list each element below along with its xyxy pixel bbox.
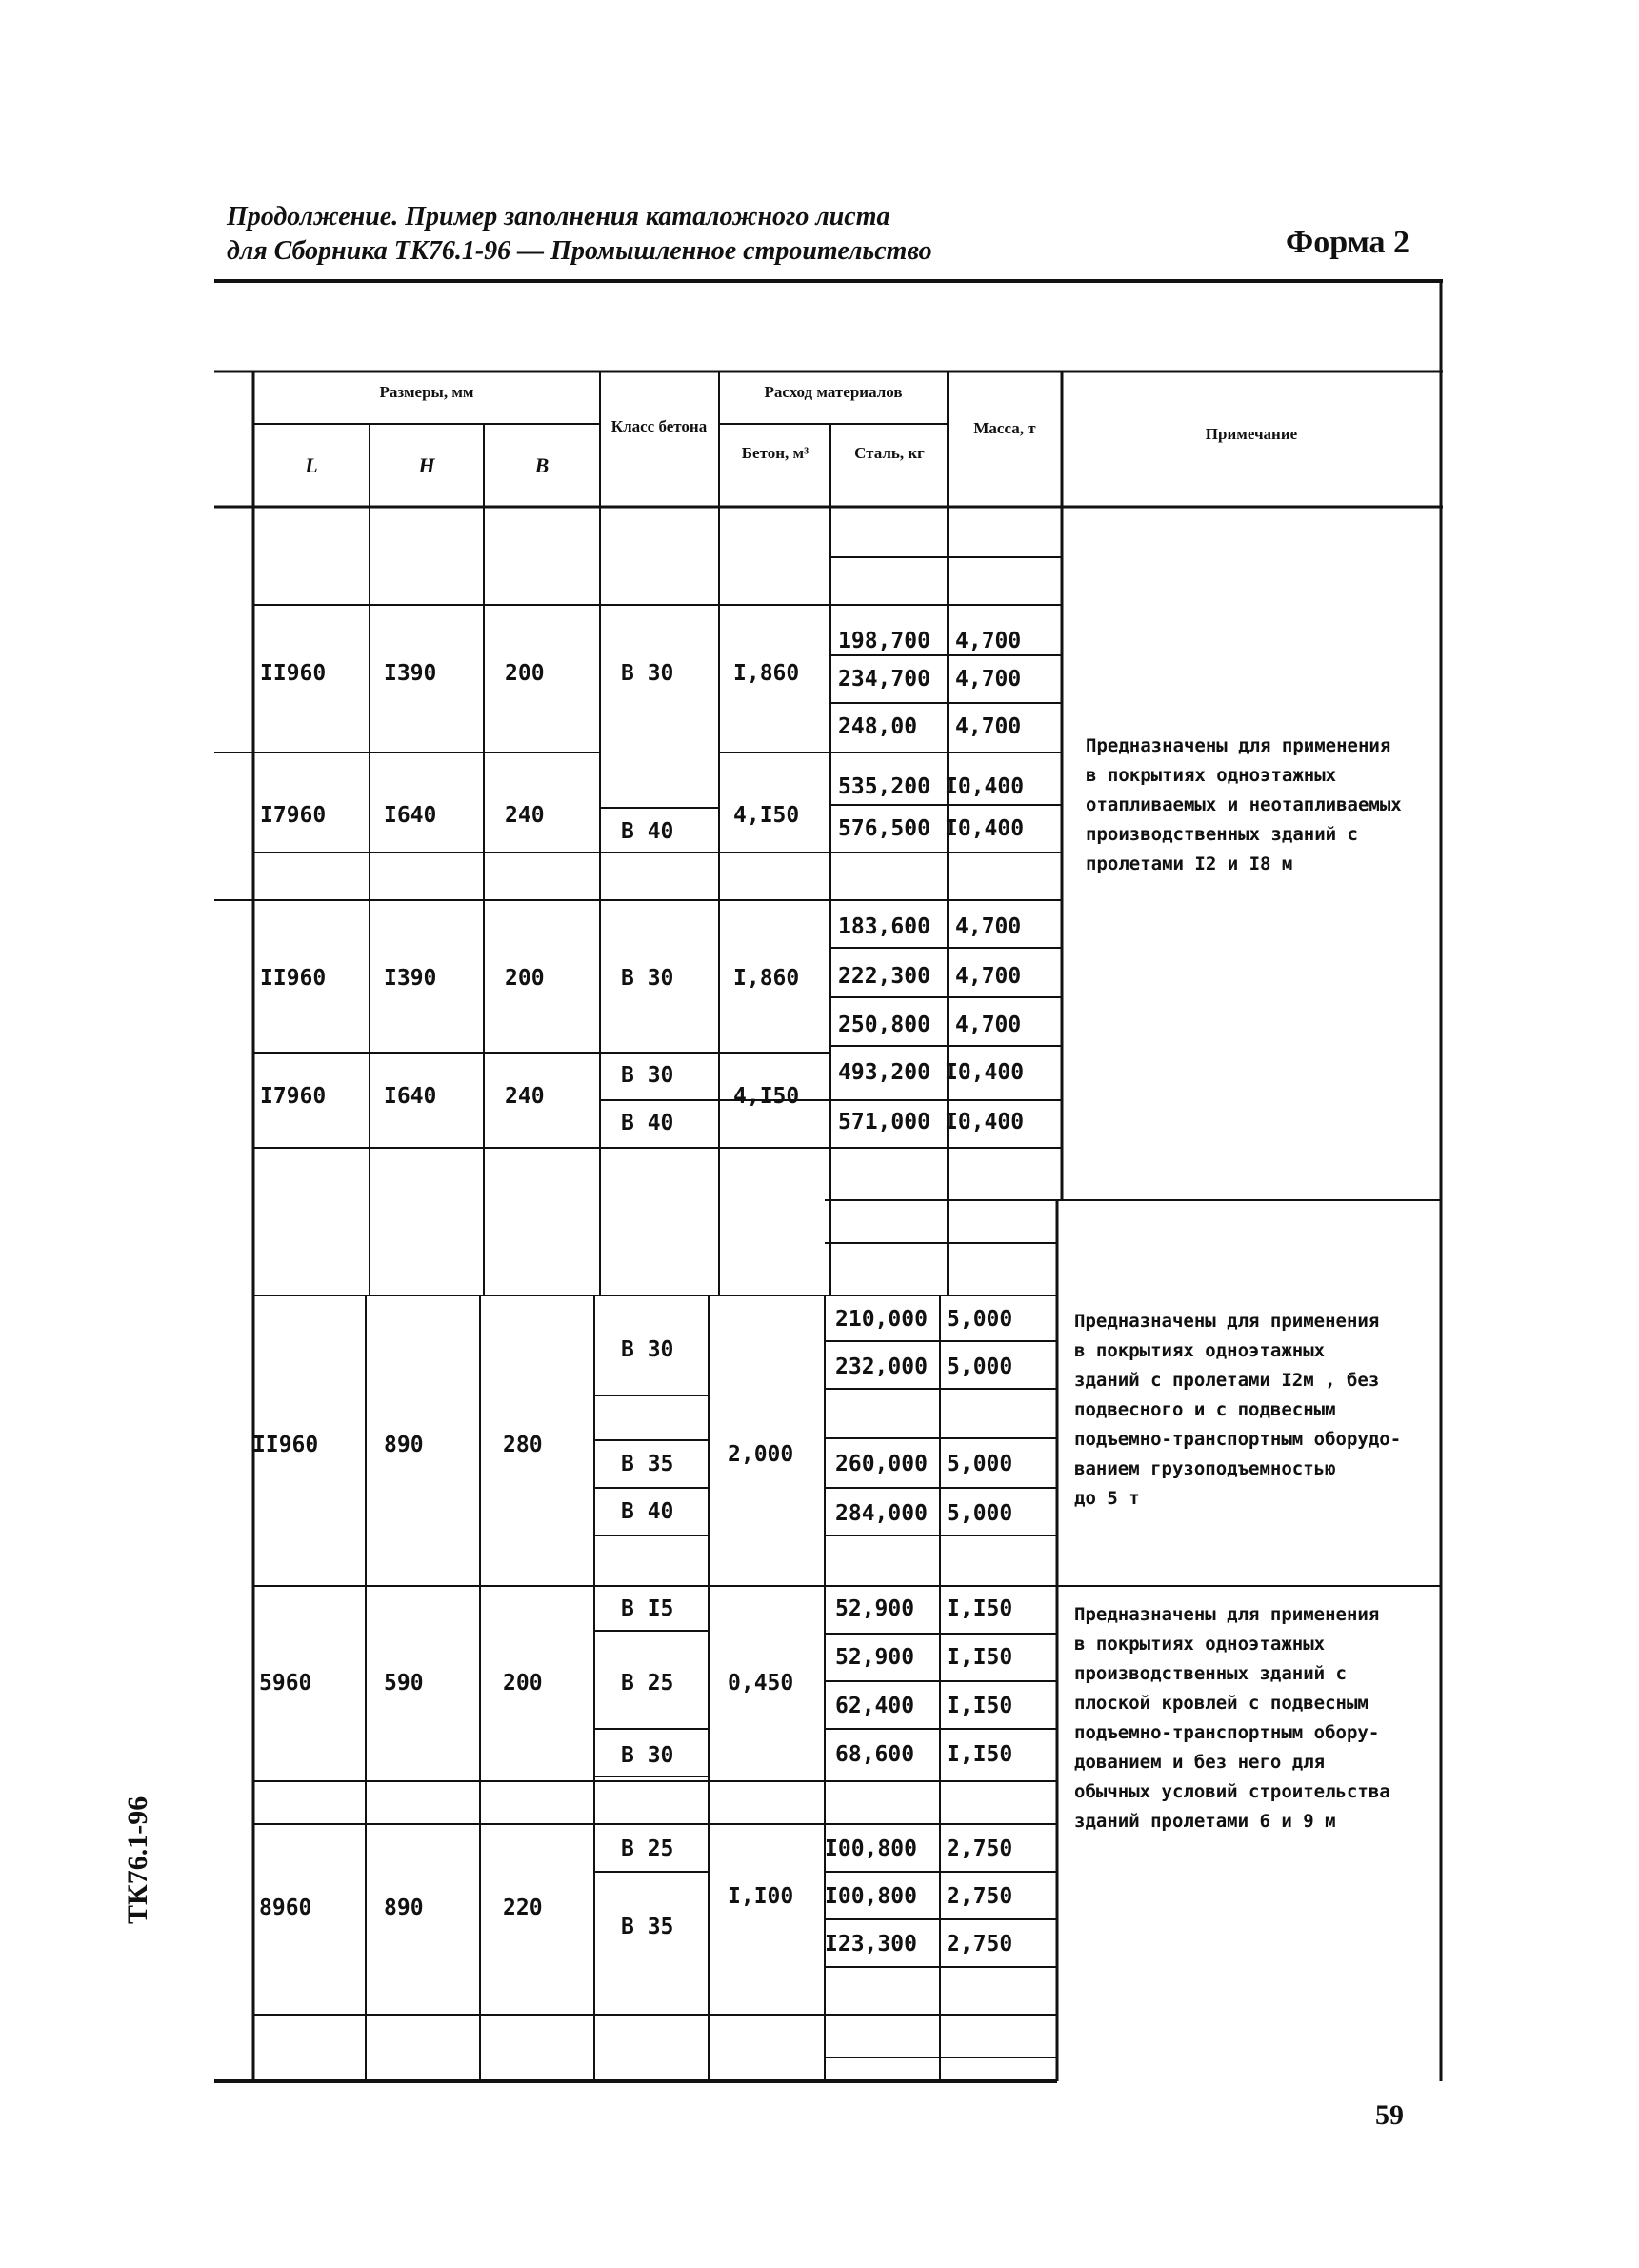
cell-h: 890 xyxy=(384,1896,424,1920)
note-block xyxy=(1086,732,1402,879)
cell-steel: 248,00 xyxy=(838,714,918,739)
cell-l: 8960 xyxy=(259,1896,312,1920)
cell-steel: 62,400 xyxy=(835,1694,915,1718)
cell-concrete: 4,I50 xyxy=(733,1084,800,1109)
cell-concrete: 4,I50 xyxy=(733,803,800,828)
cell-concrete: I,860 xyxy=(733,966,800,991)
cell-b: 200 xyxy=(505,661,545,686)
cell-mass: I0,400 xyxy=(945,1060,1025,1085)
cell-steel: 571,000 xyxy=(838,1110,930,1134)
note-line: пролетами I2 и I8 м xyxy=(1086,853,1293,874)
side-document-code: ТК76.1-96 xyxy=(122,1796,153,1924)
cell-l: I7960 xyxy=(260,803,327,828)
cell-l: II960 xyxy=(260,966,327,991)
note-line: дованием и без него для xyxy=(1074,1752,1326,1773)
note-block xyxy=(1074,1307,1401,1514)
header-note: Примечание xyxy=(1205,425,1298,443)
cell-mass: 4,700 xyxy=(955,964,1022,989)
cell-l: II960 xyxy=(252,1433,319,1457)
cell-mass: 5,000 xyxy=(947,1355,1013,1379)
note-block xyxy=(1074,1600,1390,1836)
cell-mass: I,I50 xyxy=(947,1694,1013,1718)
cell-class: В 25 xyxy=(621,1836,674,1861)
note-line: подвесного и с подвесным xyxy=(1074,1399,1336,1420)
cell-mass: 2,750 xyxy=(947,1836,1013,1861)
cell-mass: 4,700 xyxy=(955,629,1022,653)
cell-mass: 4,700 xyxy=(955,1013,1022,1037)
note-line: производственных зданий с xyxy=(1074,1663,1347,1684)
cell-class: В 40 xyxy=(621,819,674,844)
cell-mass: 4,700 xyxy=(955,914,1022,939)
cell-b: 280 xyxy=(503,1433,543,1457)
note-line: обычных условий строительства xyxy=(1074,1781,1390,1802)
cell-steel: 68,600 xyxy=(835,1742,915,1767)
header-mass: Масса, т xyxy=(973,419,1036,437)
cell-steel: 250,800 xyxy=(838,1013,930,1037)
cell-steel: 183,600 xyxy=(838,914,930,939)
cell-steel: 52,900 xyxy=(835,1596,915,1621)
cell-steel: 232,000 xyxy=(835,1355,928,1379)
cell-steel: 260,000 xyxy=(835,1452,928,1476)
cell-class: В 40 xyxy=(621,1499,674,1524)
cell-class: В 40 xyxy=(621,1111,674,1135)
cell-b: 200 xyxy=(505,966,545,991)
page-number: 59 xyxy=(1375,2099,1404,2131)
cell-steel: 234,700 xyxy=(838,667,930,692)
note-line: Предназначены для применения xyxy=(1074,1311,1380,1332)
header-materials: Расход материалов xyxy=(764,383,903,401)
note-line: плоской кровлей с подвесным xyxy=(1074,1693,1369,1714)
cell-steel: 210,000 xyxy=(835,1307,928,1332)
cell-h: I390 xyxy=(384,966,437,991)
cell-h: I640 xyxy=(384,1084,437,1109)
form-label: Форма 2 xyxy=(1286,225,1410,260)
note-line: до 5 т xyxy=(1074,1488,1140,1509)
cell-steel: 222,300 xyxy=(838,964,930,989)
cell-h: I640 xyxy=(384,803,437,828)
cell-steel: 284,000 xyxy=(835,1501,928,1526)
cell-mass: I,I50 xyxy=(947,1645,1013,1670)
cell-class: В 35 xyxy=(621,1452,674,1476)
cell-class: В I5 xyxy=(621,1596,674,1621)
cell-concrete: 0,450 xyxy=(728,1671,794,1696)
cell-steel: 198,700 xyxy=(838,629,930,653)
cell-l: I7960 xyxy=(260,1084,327,1109)
cell-mass: I0,400 xyxy=(945,816,1025,841)
note-line: в покрытиях одноэтажных xyxy=(1074,1634,1326,1655)
cell-class: В 30 xyxy=(621,1743,674,1768)
header-concrete-class: Класс бетона xyxy=(610,417,708,435)
cell-class: В 25 xyxy=(621,1671,674,1696)
cell-mass: 4,700 xyxy=(955,714,1022,739)
note-line: отапливаемых и неотапливаемых xyxy=(1086,794,1402,815)
cell-steel: 535,200 xyxy=(838,774,930,799)
cell-mass: 2,750 xyxy=(947,1884,1013,1909)
cell-mass: I0,400 xyxy=(945,774,1025,799)
note-line: производственных зданий с xyxy=(1086,824,1358,845)
note-line: в покрытиях одноэтажных xyxy=(1074,1340,1326,1361)
cell-steel: 493,200 xyxy=(838,1060,930,1085)
note-line: Предназначены для применения xyxy=(1086,735,1391,756)
cell-steel: 576,500 xyxy=(838,816,930,841)
cell-concrete: I,I00 xyxy=(728,1884,794,1909)
note-line: зданий с пролетами I2м , без xyxy=(1074,1370,1380,1391)
cell-steel: I00,800 xyxy=(825,1836,917,1861)
cell-mass: 5,000 xyxy=(947,1452,1013,1476)
header-dimensions: Размеры, мм xyxy=(379,383,474,401)
cell-mass: 2,750 xyxy=(947,1932,1013,1957)
cell-mass: 4,700 xyxy=(955,667,1022,692)
cell-mass: 5,000 xyxy=(947,1501,1013,1526)
header-l: L xyxy=(305,453,318,477)
header-concrete: Бетон, м³ xyxy=(741,444,810,462)
cell-steel: I23,300 xyxy=(825,1932,917,1957)
cell-concrete: I,860 xyxy=(733,661,800,686)
note-line: подъемно-транспортным обору- xyxy=(1074,1722,1380,1743)
cell-b: 240 xyxy=(505,803,545,828)
note-line: в покрытиях одноэтажных xyxy=(1086,765,1337,786)
cell-mass: 5,000 xyxy=(947,1307,1013,1332)
cell-b: 240 xyxy=(505,1084,545,1109)
cell-h: I390 xyxy=(384,661,437,686)
cell-l: 5960 xyxy=(259,1671,312,1696)
header-line-2: для Сборника ТК76.1-96 — Промышленное строительство xyxy=(227,236,932,266)
cell-class: В 30 xyxy=(621,966,674,991)
cell-class: В 30 xyxy=(621,661,674,686)
note-line: подъемно-транспортным оборудо- xyxy=(1074,1429,1402,1450)
note-line: Предназначены для применения xyxy=(1074,1604,1380,1625)
cell-mass: I0,400 xyxy=(945,1110,1025,1134)
header-line-1: Продолжение. Пример заполнения каталожного листа xyxy=(227,202,890,231)
cell-steel: I00,800 xyxy=(825,1884,917,1909)
cell-mass: I,I50 xyxy=(947,1596,1013,1621)
cell-class: В 30 xyxy=(621,1337,674,1362)
cell-steel: 52,900 xyxy=(835,1645,915,1670)
cell-b: 200 xyxy=(503,1671,543,1696)
cell-l: II960 xyxy=(260,661,327,686)
cell-h: 590 xyxy=(384,1671,424,1696)
cell-concrete: 2,000 xyxy=(728,1442,794,1467)
header-h: H xyxy=(418,453,435,477)
note-line: зданий пролетами 6 и 9 м xyxy=(1074,1811,1336,1832)
cell-class: В 35 xyxy=(621,1915,674,1939)
cell-h: 890 xyxy=(384,1433,424,1457)
header-b: B xyxy=(534,453,550,477)
note-line: ванием грузоподъемностью xyxy=(1074,1458,1336,1479)
cell-class: В 30 xyxy=(621,1063,674,1088)
cell-b: 220 xyxy=(503,1896,543,1920)
header-steel: Сталь, кг xyxy=(854,444,925,462)
cell-mass: I,I50 xyxy=(947,1742,1013,1767)
